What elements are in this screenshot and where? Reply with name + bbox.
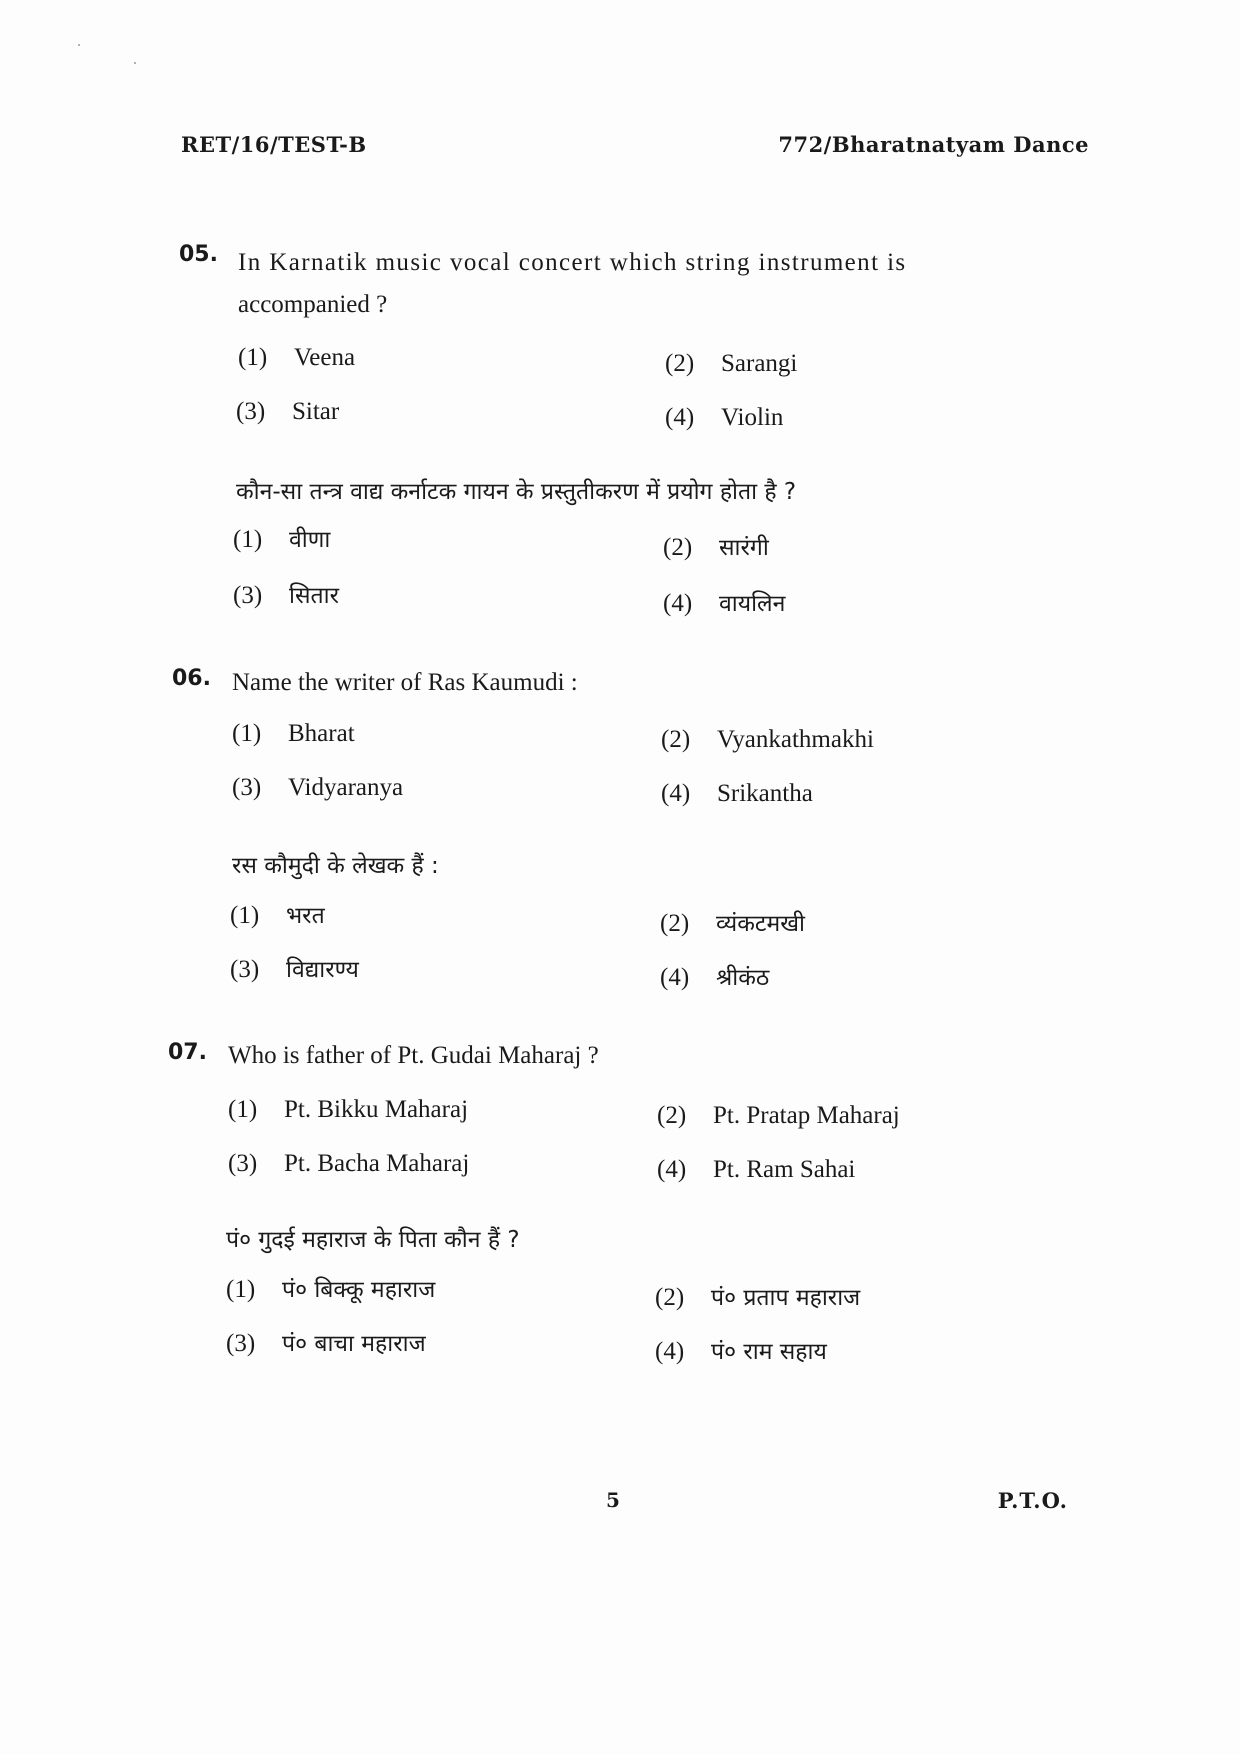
question-text-line2: accompanied ? xyxy=(238,291,388,318)
hindi-question: कौन-सा तन्त्र वाद्य कर्नाटक गायन के प्रस्तुतीकरण में प्रयोग होता है ? xyxy=(236,479,797,505)
option-1: (1) Bharat xyxy=(232,720,355,747)
hindi-option-2: (2) सारंगी xyxy=(663,534,769,561)
question-text-line1: In Karnatik music vocal concert which string instrument is xyxy=(238,249,907,276)
option-4: (4) Violin xyxy=(665,404,784,431)
option-1: (1) Veena xyxy=(238,344,356,371)
header-subject: 772/Bharatnatyam Dance xyxy=(778,132,1089,157)
scan-speck xyxy=(78,44,80,46)
question-number: 05. xyxy=(179,242,218,267)
hindi-question: रस कौमुदी के लेखक हैं : xyxy=(232,853,439,879)
hindi-option-2: (2) पं० प्रताप महाराज xyxy=(655,1284,861,1311)
hindi-option-1: (1) पं० बिक्कू महाराज xyxy=(226,1276,436,1303)
hindi-option-1: (1) भरत xyxy=(230,902,325,929)
hindi-option-4: (4) श्रीकंठ xyxy=(660,964,770,991)
question-text-line1: Who is father of Pt. Gudai Maharaj ? xyxy=(228,1042,599,1069)
option-3: (3) Sitar xyxy=(236,398,340,425)
hindi-option-2: (2) व्यंकटमखी xyxy=(660,910,805,937)
question-number: 07. xyxy=(168,1040,207,1065)
page-number: 5 xyxy=(606,1488,620,1512)
option-2: (2) Sarangi xyxy=(665,350,798,377)
hindi-option-3: (3) सितार xyxy=(233,582,339,609)
option-2: (2) Vyankathmakhi xyxy=(661,726,874,753)
option-4: (4) Pt. Ram Sahai xyxy=(657,1156,856,1183)
header-test-code: RET/16/TEST-B xyxy=(181,132,367,157)
hindi-option-3: (3) विद्यारण्य xyxy=(230,956,359,983)
option-3: (3) Pt. Bacha Maharaj xyxy=(228,1150,470,1177)
scan-speck xyxy=(134,62,136,64)
option-1: (1) Pt. Bikku Maharaj xyxy=(228,1096,469,1123)
question-text-line1: Name the writer of Ras Kaumudi : xyxy=(232,669,578,696)
pto-label: P.T.O. xyxy=(997,1488,1068,1513)
hindi-option-4: (4) वायलिन xyxy=(663,590,786,617)
question-number: 06. xyxy=(172,666,211,691)
hindi-option-1: (1) वीणा xyxy=(233,526,331,553)
hindi-option-3: (3) पं० बाचा महाराज xyxy=(226,1330,426,1357)
hindi-question: पं० गुदई महाराज के पिता कौन हैं ? xyxy=(226,1227,520,1253)
option-4: (4) Srikantha xyxy=(661,780,813,807)
option-2: (2) Pt. Pratap Maharaj xyxy=(657,1102,900,1129)
option-3: (3) Vidyaranya xyxy=(232,774,404,801)
hindi-option-4: (4) पं० राम सहाय xyxy=(655,1338,827,1365)
